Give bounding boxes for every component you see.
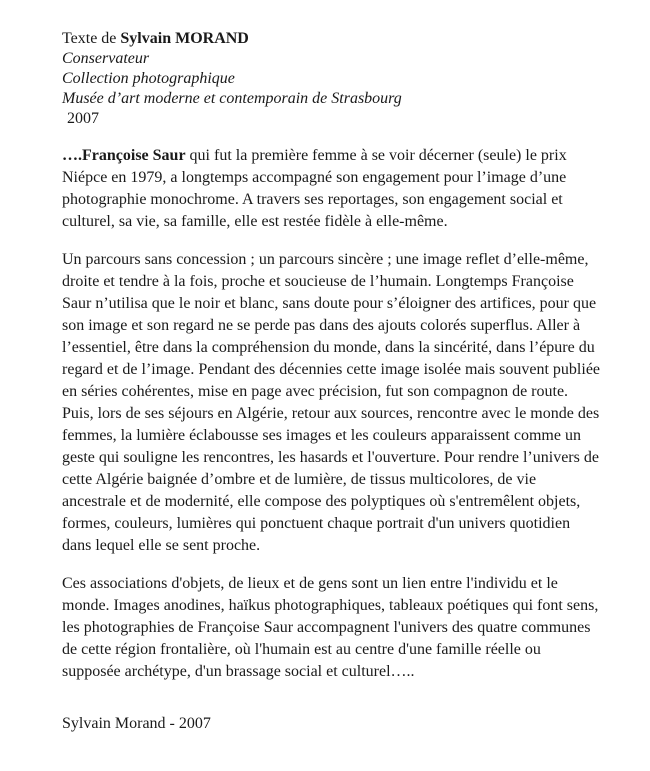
paragraph-3: Ces associations d'objets, de lieux et de gens sont un lien entre l'individu et le monde. Images anodines, haïkus photographiques, tableaux poétiques qui font sens, les photographies de Françoise Saur accompagnent l'univers des quatre communes de cette région frontalière, où l'humain est au centre d'une famille réelle ou supposée archétype, d'un brassage social et culturel…..: [62, 575, 599, 680]
byline-prefix: Texte de: [62, 30, 121, 47]
paragraph-1-text: qui fut la première femme à se voir décerner (seule) le prix Niépce en 1979, a longtemps accompagné son engagement pour l’image d’une photographie monochrome. A travers ses reportages, son engagement social et culturel, sa vie, sa famille, elle est restée fidèle à elle-même.: [62, 147, 567, 230]
paragraph-1: [62, 145, 602, 233]
paragraph-1-lead: ….Françoise Saur: [62, 147, 186, 164]
document-page: [62, 29, 602, 699]
author-name: Sylvain MORAND: [120, 30, 249, 47]
paragraph-2: Un parcours sans concession ; un parcours sincère ; une image reflet d’elle-même, droite et tendre à la fois, proche et soucieuse de l’humain. Longtemps Françoise Saur n’utilisa que le noir et blanc, sans doute pour s’éloigner des artifices, pour que son image et son regard ne se perde pas dans des ajouts colorés superflus. Aller à l’essentiel, être dans la compréhension du monde, dans la sincérité, dans l’épure du regard et de l’image. Pendant des décennies cette image isolée mais souvent publiée en séries cohérentes, mise en page avec précision, fut son compagnon de route. Puis, lors de ses séjours en Algérie, retour aux sources, rencontre avec le monde des femmes, la lumière éclabousse ses images et les couleurs apparaissent comme un geste qui souligne les rencontres, les hasards et l'ouverture. Pour rendre l’univers de cette Algérie baignée d’ombre et de lumière, de tissus multicolores, de vie ancestrale et de modernité, elle compose des polyptiques où s'entremêlent objets, formes, couleurs, lumières qui ponctuent chaque portrait d'un univers quotidien dans lequel elle se sent proche.: [62, 251, 601, 554]
header-byline: [62, 29, 602, 49]
museum-name: Musée d’art moderne et contemporain de Strasbourg: [62, 90, 402, 107]
collection-name: Collection photographique: [62, 70, 235, 87]
document-header: [62, 29, 602, 129]
author-role: Conservateur: [62, 50, 150, 67]
article-body: [62, 145, 602, 683]
header-year: 2007: [67, 110, 99, 127]
signature: Sylvain Morand - 2007: [62, 715, 211, 732]
